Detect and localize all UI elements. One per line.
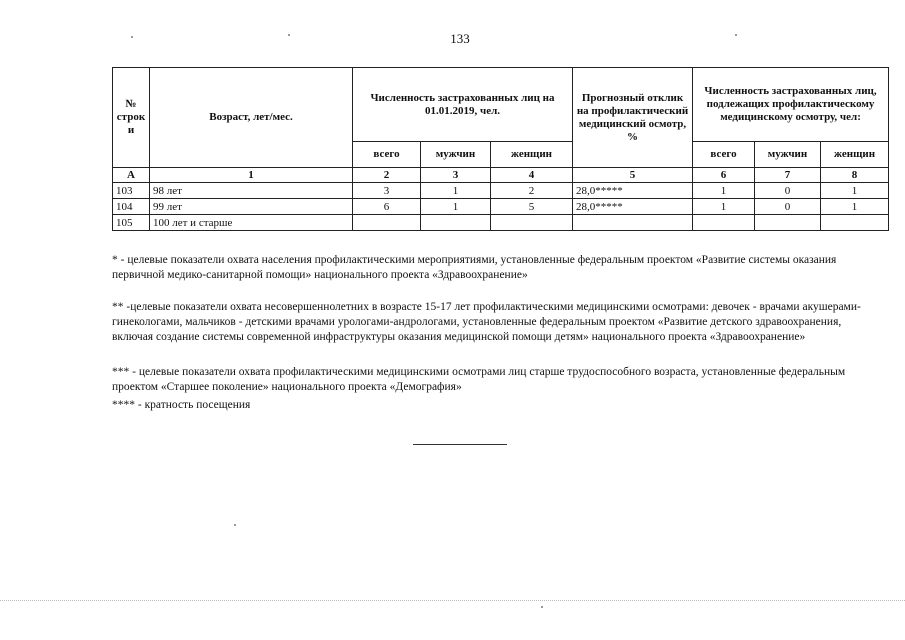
cell-men: 1: [421, 199, 491, 215]
cell-subject-men: [755, 215, 821, 231]
header-forecast: Прогнозный отклик на профилактический медицинский осмотр, %: [573, 68, 693, 168]
scan-speck: [131, 36, 133, 38]
cell-subject-women: 1: [821, 199, 889, 215]
cell-subject-total: 1: [693, 199, 755, 215]
header-insured: Численность застрахованных лиц на 01.01.2019, чел.: [353, 68, 573, 142]
header-subject: Численность застрахованных лиц, подлежащих профилактическому медицинскому осмотру, чел:: [693, 68, 889, 142]
header-women: женщин: [491, 142, 573, 168]
scan-speck: [735, 34, 737, 36]
col-index: 5: [573, 168, 693, 183]
scan-speck: [234, 524, 236, 526]
col-index: 1: [150, 168, 353, 183]
cell-row-no: 103: [113, 183, 150, 199]
header-subject-men: мужчин: [755, 142, 821, 168]
header-men: мужчин: [421, 142, 491, 168]
cell-forecast: [573, 215, 693, 231]
cell-subject-total: [693, 215, 755, 231]
header-row-main: [113, 68, 889, 142]
col-index: 7: [755, 168, 821, 183]
cell-total: 6: [353, 199, 421, 215]
scan-speck: [541, 606, 543, 608]
col-index: 3: [421, 168, 491, 183]
cell-total: [353, 215, 421, 231]
footnote-4: **** - кратность посещения: [112, 399, 251, 411]
table-row: [113, 215, 889, 231]
header-subject-women: женщин: [821, 142, 889, 168]
header-total: всего: [353, 142, 421, 168]
footnote-3: *** - целевые показатели охвата профилактическими медицинскими осмотрами лиц старше трудоспособного возраста, установленные федеральным проектом «Старшее поколение» национального проекта «Демография»: [112, 366, 846, 393]
cell-forecast: 28,0*****: [573, 183, 693, 199]
cell-men: [421, 215, 491, 231]
cell-row-no: 105: [113, 215, 150, 231]
cell-subject-total: 1: [693, 183, 755, 199]
col-index: 4: [491, 168, 573, 183]
col-index: 8: [821, 168, 889, 183]
footnote-2: ** -целевые показатели охвата несовершеннолетних в возрасте 15-17 лет профилактическими медицинскими осмотрами: девочек - врачами акушерами-гинекологами, мальчиков - детскими врачами урологами-андрологами, установленные федеральным проектом «Развитие детского здравоохранения, включая создание системы современной инфраструктуры оказания медицинской помощи детям» национального проекта «Здравоохранение»: [112, 301, 861, 343]
col-index: 6: [693, 168, 755, 183]
scan-speck: [288, 34, 290, 36]
header-age: Возраст, лет/мес.: [150, 68, 353, 168]
header-subject-total: всего: [693, 142, 755, 168]
cell-subject-men: 0: [755, 183, 821, 199]
cell-age: 100 лет и старше: [150, 215, 353, 231]
cell-age: 99 лет: [150, 199, 353, 215]
cell-subject-women: 1: [821, 183, 889, 199]
cell-women: 2: [491, 183, 573, 199]
column-index-row: [113, 168, 889, 183]
cell-women: [491, 215, 573, 231]
data-table: [112, 67, 889, 231]
table-row: [113, 183, 889, 199]
cell-subject-men: 0: [755, 199, 821, 215]
cell-total: 3: [353, 183, 421, 199]
cell-men: 1: [421, 183, 491, 199]
cell-age: 98 лет: [150, 183, 353, 199]
cell-forecast: 28,0*****: [573, 199, 693, 215]
page-number: 133: [450, 31, 470, 46]
col-index: А: [113, 168, 150, 183]
table-row: [113, 199, 889, 215]
header-row-no: № строк и: [113, 68, 150, 168]
col-index: 2: [353, 168, 421, 183]
cell-women: 5: [491, 199, 573, 215]
cell-row-no: 104: [113, 199, 150, 215]
end-rule: [413, 444, 507, 445]
scan-noise-line: [0, 600, 905, 601]
footnote-1: * - целевые показатели охвата населения профилактическими мероприятиями, установленные федеральным проектом «Развитие системы оказания первичной медико-санитарной помощи» национального проекта «Здравоохранение»: [112, 254, 837, 281]
cell-subject-women: [821, 215, 889, 231]
